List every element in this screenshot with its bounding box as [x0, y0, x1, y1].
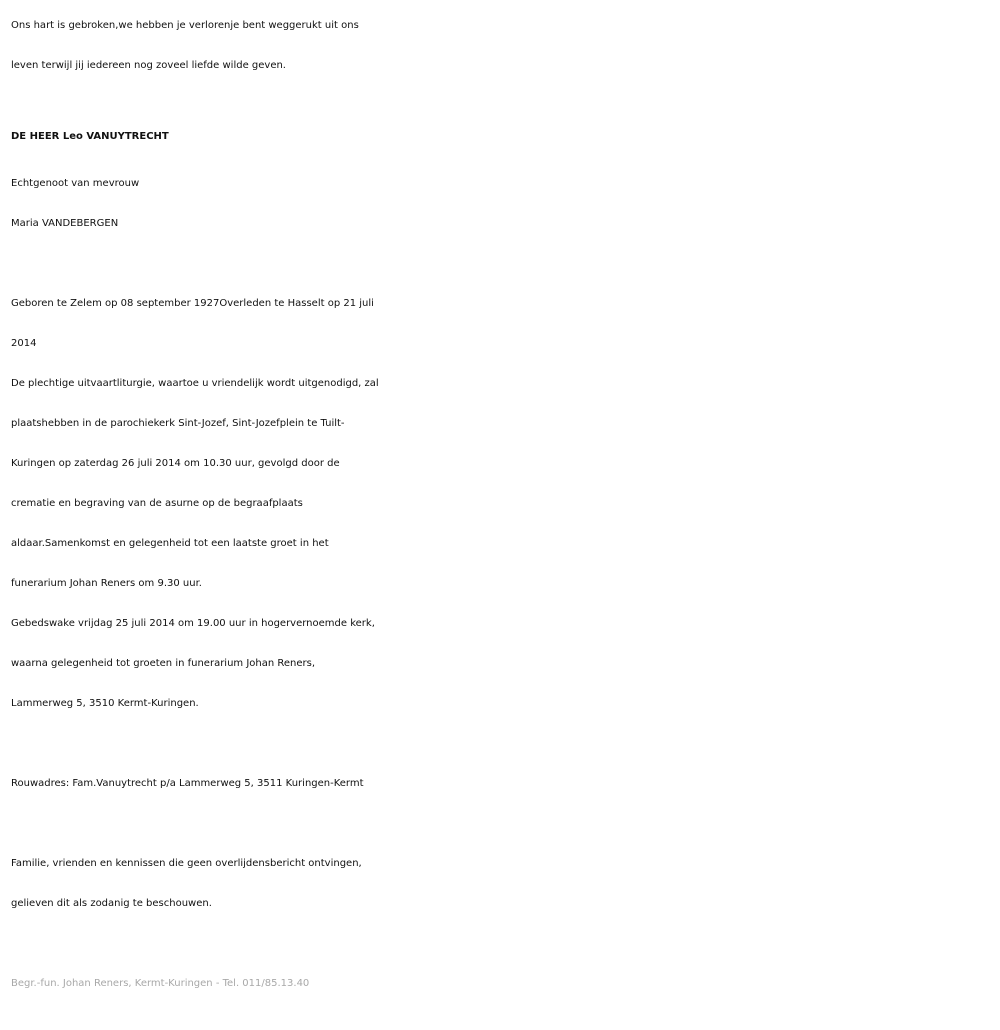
spacer: [11, 804, 1000, 844]
mourning-address: Rouwadres: Fam.Vanuytrecht p/a Lammerweg 5, 3511 Kuringen-Kermt: [11, 778, 364, 789]
notice-text: [11, 844, 1000, 924]
notice-line: gelieven dit als zodanig te beschouwen.: [11, 898, 212, 909]
spacer: [11, 924, 1000, 964]
details-line: De plechtige uitvaartliturgie, waartoe u vriendelijk wordt uitgenodigd, zal: [11, 378, 379, 389]
deceased-name: DE HEER Leo VANUYTRECHT: [11, 131, 169, 142]
details-line: Kuringen op zaterdag 26 juli 2014 om 10.30 uur, gevolgd door de: [11, 458, 340, 469]
details-line: Gebedswake vrijdag 25 juli 2014 om 19.00 uur in hogervernoemde kerk,: [11, 618, 375, 629]
spouse-info: [11, 164, 1000, 244]
intro-text: [11, 6, 1000, 86]
details-line: Geboren te Zelem op 08 september 1927Overleden te Hasselt op 21 juli: [11, 298, 374, 309]
details-line: aldaar.Samenkomst en gelegenheid tot een laatste groet in het: [11, 538, 329, 549]
details-line: funerarium Johan Reners om 9.30 uur.: [11, 578, 202, 589]
details-line: 2014: [11, 338, 37, 349]
funeral-details: [11, 284, 1000, 724]
details-line: crematie en begraving van de asurne op de begraafplaats: [11, 498, 303, 509]
intro-line: leven terwijl jij iedereen nog zoveel liefde wilde geven.: [11, 60, 286, 71]
spacer: [11, 724, 1000, 764]
details-line: plaatshebben in de parochiekerk Sint-Jozef, Sint-Jozefplein te Tuilt-: [11, 418, 345, 429]
notice-line: Familie, vrienden en kennissen die geen overlijdensbericht ontvingen,: [11, 858, 362, 869]
details-line: waarna gelegenheid tot groeten in funerarium Johan Reners,: [11, 658, 316, 669]
details-line: Lammerweg 5, 3510 Kermt-Kuringen.: [11, 698, 199, 709]
spouse-line: Echtgenoot van mevrouw: [11, 178, 140, 189]
spacer: [11, 244, 1000, 284]
funeral-home-footer: Begr.-fun. Johan Reners, Kermt-Kuringen - Tel. 011/85.13.40: [11, 978, 310, 989]
spouse-name: Maria VANDEBERGEN: [11, 218, 119, 229]
intro-line: Ons hart is gebroken,we hebben je verlorenje bent weggerukt uit ons: [11, 20, 359, 31]
